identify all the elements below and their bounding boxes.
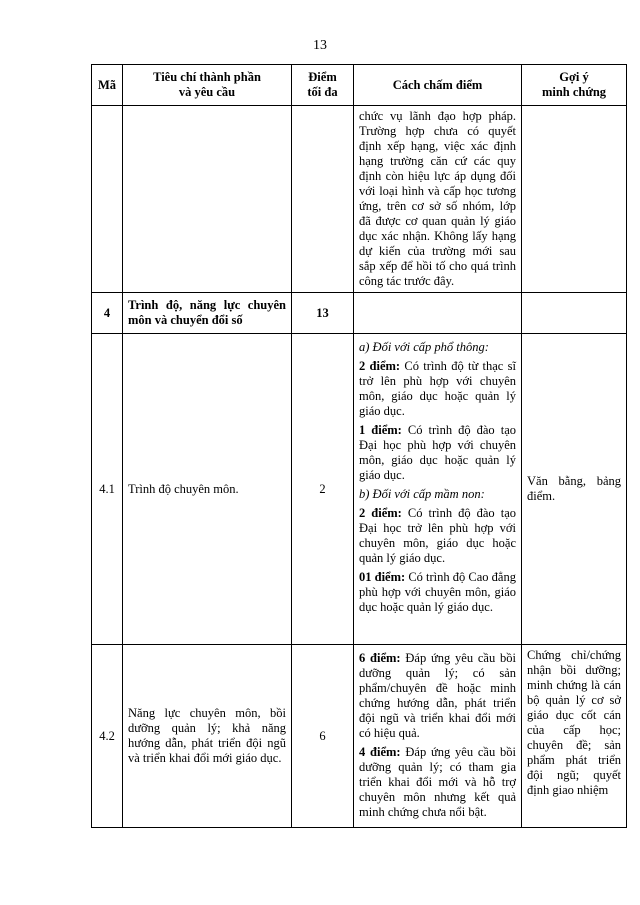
cont-code-cell <box>92 106 123 293</box>
scoring-b2: 01 điểm: Có trình độ Cao đẳng phù hợp với chuyên môn, giáo dục hoặc quản lý giáo dục. <box>359 570 516 614</box>
row4-max-score: 13 <box>292 293 354 334</box>
header-criteria: Tiêu chí thành phần và yêu cầu <box>123 65 292 106</box>
scoring-heading-b: b) Đối với cấp mầm non: <box>359 487 485 501</box>
page-number: 13 <box>313 38 327 53</box>
table-header-row <box>92 65 627 106</box>
scoring-4-points: 4 điểm: Đáp ứng yêu cầu bồi dưỡng quản lý; có tham gia triển khai đổi mới và hỗ trợ chuyên môn nhưng kết quả minh chứng chưa nổi bật. <box>359 745 516 819</box>
row42-criteria: Năng lực chuyên môn, bồi dưỡng quản lý; khả năng hướng dẫn, phát triển đội ngũ và triển khai đổi mới giáo dục. <box>123 645 292 828</box>
row41-criteria: Trình độ chuyên môn. <box>123 334 292 645</box>
row4-code: 4 <box>92 293 123 334</box>
criteria-table <box>91 64 627 828</box>
row42-scoring <box>354 645 522 828</box>
table-row-continuation <box>92 106 627 293</box>
scoring-a1: 2 điểm: Có trình độ từ thạc sĩ trở lên phù hợp với chuyên môn, giáo dục hoặc quản lý giáo dục. <box>359 359 516 418</box>
row4-evidence <box>522 293 627 334</box>
cont-evidence-cell <box>522 106 627 293</box>
row41-max-score: 2 <box>292 334 354 645</box>
table-row-4-1 <box>92 334 627 645</box>
header-max-score: Điểm tối đa <box>292 65 354 106</box>
row42-code: 4.2 <box>92 645 123 828</box>
header-evidence: Gợi ý minh chứng <box>522 65 627 106</box>
header-code: Mã <box>92 65 123 106</box>
row41-evidence: Văn bằng, bảng điểm. <box>522 334 627 645</box>
row41-code: 4.1 <box>92 334 123 645</box>
scoring-heading-a: a) Đối với cấp phổ thông: <box>359 340 489 354</box>
cont-scoring-cell: chức vụ lãnh đạo hợp pháp. Trường hợp chưa có quyết định xếp hạng, việc xác định hạng trường căn cứ các quy định còn hiệu lực áp dụng đối với loại hình và cấp học tương ứng, trên cơ sở số nhóm, lớp đã được cơ quan quản lý giáo dục xác nhận. Không lấy hạng dự kiến của trường mới sau sắp xếp để hồi tố cho quá trình công tác trước đây. <box>354 106 522 293</box>
row41-scoring <box>354 334 522 645</box>
row42-max-score: 6 <box>292 645 354 828</box>
row42-evidence: Chứng chỉ/chứng nhận bồi dưỡng; minh chứng là cán bộ quản lý cơ sở giáo dục cốt cán của cấp học; chuyên đề; sản phẩm phát triển đội ngũ; quyết định giao nhiệm <box>522 645 627 828</box>
row4-criteria: Trình độ, năng lực chuyên môn và chuyển đổi số <box>123 293 292 334</box>
cont-criteria-cell <box>123 106 292 293</box>
cont-max-cell <box>292 106 354 293</box>
table-row-4 <box>92 293 627 334</box>
table-row-4-2 <box>92 645 627 828</box>
header-scoring: Cách chấm điểm <box>354 65 522 106</box>
scoring-6-points: 6 điểm: Đáp ứng yêu cầu bồi dưỡng quản lý; có sản phẩm/chuyên đề hoặc minh chứng hướng dẫn, phát triển đội ngũ và triển khai đổi mới có hiệu quả. <box>359 651 516 740</box>
row4-scoring <box>354 293 522 334</box>
scoring-b1: 2 điểm: Có trình độ đào tạo Đại học trở lên phù hợp với chuyên môn, giáo dục hoặc quản lý giáo dục. <box>359 506 516 565</box>
scoring-a2: 1 điểm: Có trình độ đào tạo Đại học phù hợp với chuyên môn, giáo dục hoặc quản lý giáo dục. <box>359 423 516 482</box>
